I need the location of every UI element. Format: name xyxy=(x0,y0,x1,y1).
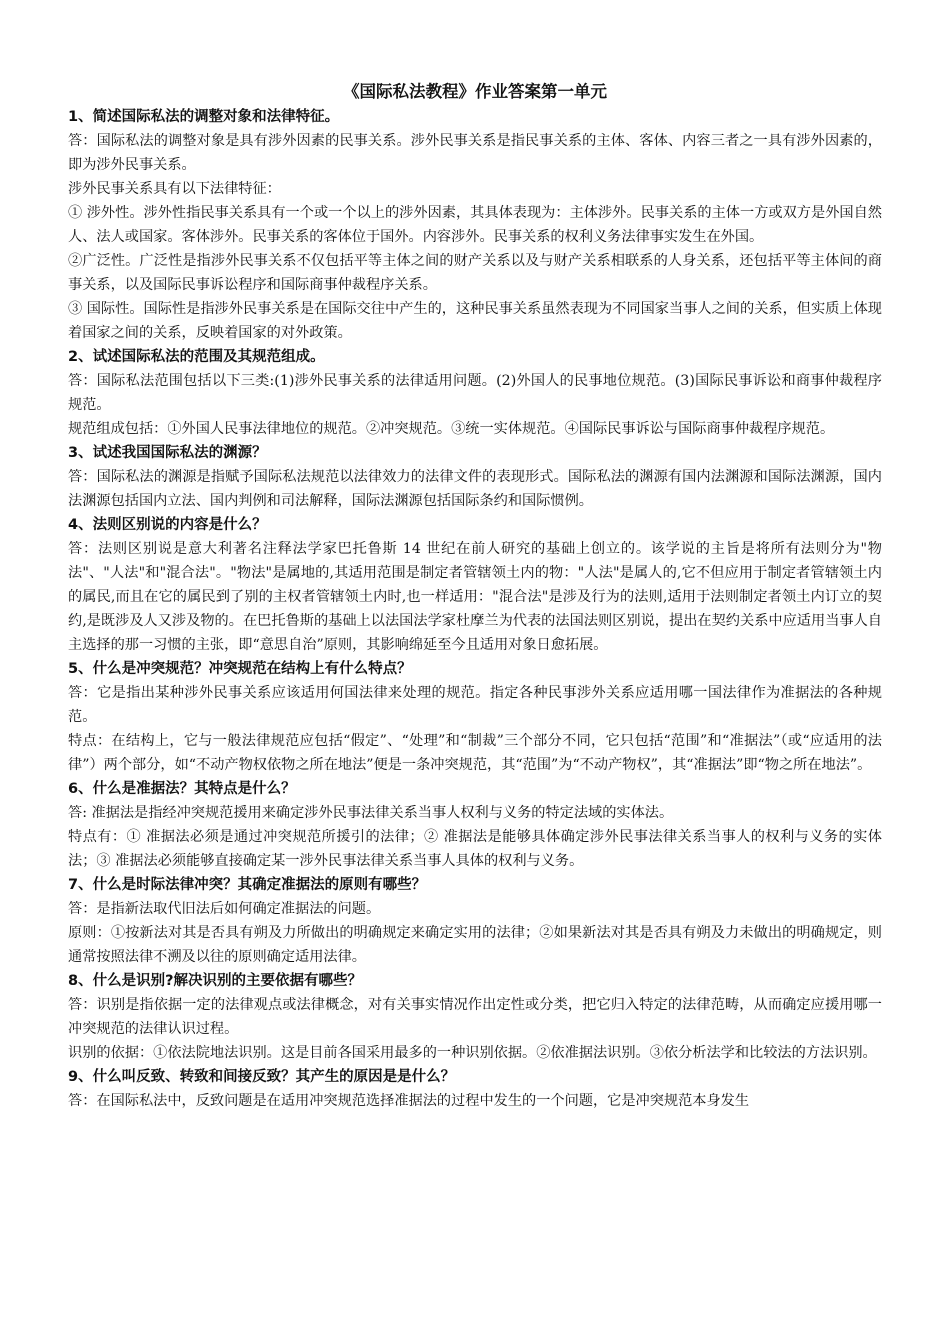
answer-paragraph: 答：国际私法范围包括以下三类:(1)涉外民事关系的法律适用问题。(2)外国人的民事地位规范。(3)国际民事诉讼和商事仲裁程序规范。 xyxy=(68,373,882,413)
question-heading: 9、什么叫反致、转致和间接反致？其产生的原因是是什么？ xyxy=(68,1069,456,1085)
document-body xyxy=(68,105,882,1113)
answer-paragraph: 答：国际私法的渊源是指赋予国际私法规范以法律效力的法律文件的表现形式。国际私法的渊源有国内法渊源和国际法渊源，国内法渊源包括国内立法、国内判例和司法解释，国际法渊源包括国际条约和国际惯例。 xyxy=(68,469,882,509)
answer-paragraph: ②广泛性。广泛性是指涉外民事关系不仅包括平等主体之间的财产关系以及与财产关系相联系的人身关系，还包括平等主体间的商事关系，以及国际民事诉讼程序和国际商事仲裁程序关系。 xyxy=(68,253,882,293)
question-section xyxy=(68,873,882,969)
question-heading: 4、法则区别说的内容是什么？ xyxy=(68,517,267,533)
question-heading: 1、简述国际私法的调整对象和法律特征。 xyxy=(68,109,340,125)
answer-paragraph: 答：国际私法的调整对象是具有涉外因素的民事关系。涉外民事关系是指民事关系的主体、客体、内容三者之一具有涉外因素的，即为涉外民事关系。 xyxy=(68,133,882,173)
question-section xyxy=(68,1065,882,1113)
question-section xyxy=(68,657,882,777)
answer-paragraph: 涉外民事关系具有以下法律特征： xyxy=(68,181,281,197)
answer-paragraph: 特点有：① 准据法必须是通过冲突规范所援引的法律；② 准据法是能够具体确定涉外民事法律关系当事人的权利与义务的实体法；③ 准据法必须能够直接确定某一涉外民事法律关系当事人具体的权利与义务。 xyxy=(68,829,882,869)
question-section xyxy=(68,105,882,345)
question-heading: 7、什么是时际法律冲突？其确定准据法的原则有哪些？ xyxy=(68,877,427,893)
question-section xyxy=(68,969,882,1065)
answer-paragraph: ① 涉外性。涉外性指民事关系具有一个或一个以上的涉外因素，其具体表现为：主体涉外。民事关系的主体一方或双方是外国自然人、法人或国家。客体涉外。民事关系的客体位于国外。内容涉外。民事关系的权利义务法律事实发生在外国。 xyxy=(68,205,882,245)
answer-paragraph: 答：在国际私法中，反致问题是在适用冲突规范选择准据法的过程中发生的一个问题，它是冲突规范本身发生 xyxy=(68,1093,750,1109)
answer-paragraph: 答：识别是指依据一定的法律观点或法律概念，对有关事实情况作出定性或分类，把它归入特定的法律范畴，从而确定应援用哪一冲突规范的法律认识过程。 xyxy=(68,997,882,1037)
answer-paragraph: 识别的依据：①依法院地法识别。这是目前各国采用最多的一种识别依据。②依准据法识别。③依分析法学和比较法的方法识别。 xyxy=(68,1045,877,1061)
question-heading: 3、试述我国国际私法的渊源？ xyxy=(68,445,267,461)
answer-paragraph: ③ 国际性。国际性是指涉外民事关系是在国际交往中产生的，这种民事关系虽然表现为不同国家当事人之间的关系，但实质上体现着国家之间的关系，反映着国家的对外政策。 xyxy=(68,301,882,341)
question-section xyxy=(68,777,882,873)
question-section xyxy=(68,441,882,513)
document-title: 《国际私法教程》作业答案第一单元 xyxy=(343,82,607,101)
question-heading: 5、什么是冲突规范？冲突规范在结构上有什么特点？ xyxy=(68,661,412,677)
answer-paragraph: 答: 准据法是指经冲突规范援用来确定涉外民事法律关系当事人权利与义务的特定法域的实体法。 xyxy=(68,805,674,821)
question-heading: 8、什么是识别?解决识别的主要依据有哪些？ xyxy=(68,973,362,989)
answer-paragraph: 答：法则区别说是意大利著名注释法学家巴托鲁斯 14 世纪在前人研究的基础上创立的。该学说的主旨是将所有法则分为"物法"、"人法"和"混合法"。"物法"是属地的,其适用范围是制定者管辖领土内的物："人法"是属人的,它不但应用于制定者管辖领土内的属民,而且在它的属民到了别的主权者管辖领土内时,也一样适用："混合法"是涉及行为的法则,适用于法则制定者领土内订立的契约,是既涉及人又涉及物的。在巴托鲁斯的基础上以法国法学家杜摩兰为代表的法国法则区别说，提出在契约关系中应适用当事人自主选择的那一习惯的主张，即“意思自治”原则，其影响绵延至今且适用对象日愈拓展。 xyxy=(68,541,882,653)
answer-paragraph: 特点：在结构上，它与一般法律规范应包括“假定”、“处理”和“制裁”三个部分不同，它只包括“范围”和“准据法”（或“应适用的法律”）两个部分，如“不动产物权依物之所在地法”便是一条冲突规范，其“范围”为“不动产物权”，其“准据法”即“物之所在地法”。 xyxy=(68,733,882,773)
question-heading: 2、试述国际私法的范围及其规范组成。 xyxy=(68,349,325,365)
question-section xyxy=(68,345,882,441)
question-section xyxy=(68,513,882,657)
answer-paragraph: 答：是指新法取代旧法后如何确定准据法的问题。 xyxy=(68,901,381,917)
question-heading: 6、什么是准据法？其特点是什么？ xyxy=(68,781,296,797)
answer-paragraph: 原则：①按新法对其是否具有朔及力所做出的明确规定来确定实用的法律；②如果新法对其是否具有朔及力未做出的明确规定，则通常按照法律不溯及以往的原则确定适用法律。 xyxy=(68,925,882,965)
answer-paragraph: 规范组成包括：①外国人民事法律地位的规范。②冲突规范。③统一实体规范。④国际民事诉讼与国际商事仲裁程序规范。 xyxy=(68,421,835,437)
answer-paragraph: 答：它是指出某种涉外民事关系应该适用何国法律来处理的规范。指定各种民事涉外关系应适用哪一国法律作为准据法的各种规范。 xyxy=(68,685,882,725)
